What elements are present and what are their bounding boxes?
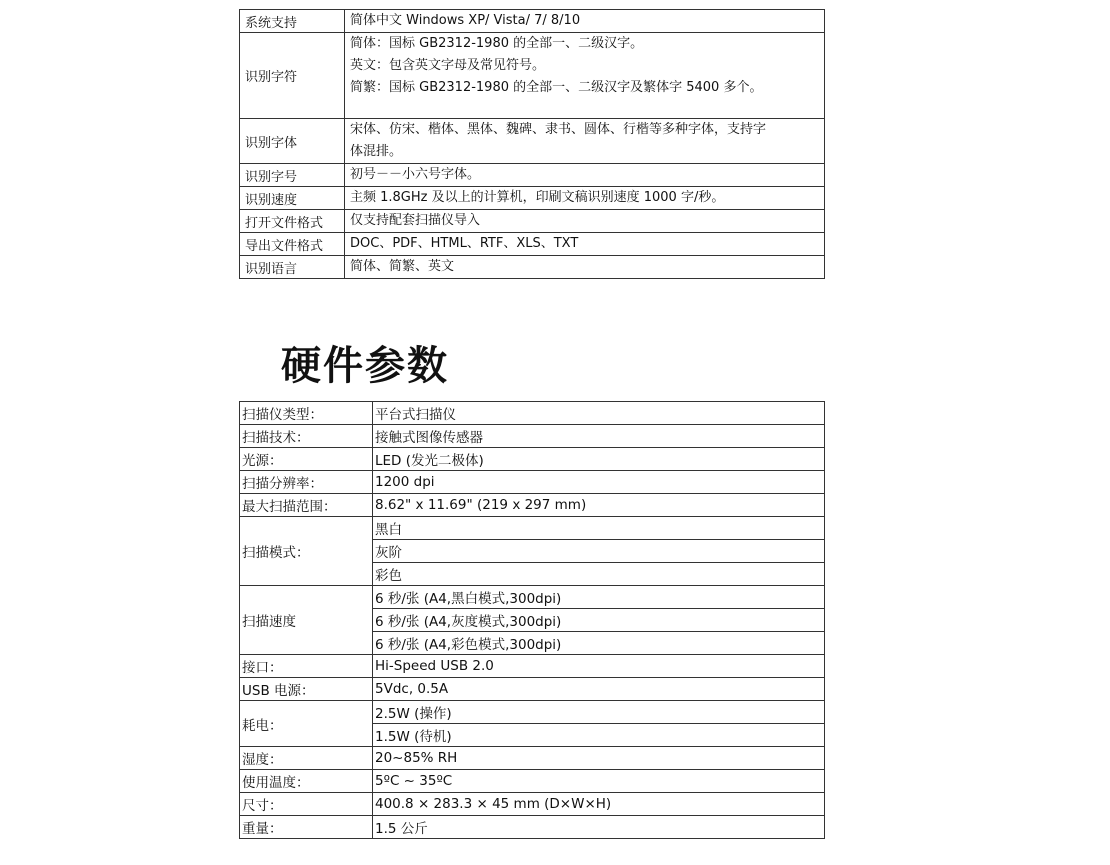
spec-key: 识别速度 [240,187,345,210]
spec-key: 识别语言 [240,256,345,279]
hw-spec-key: 扫描速度 [240,586,373,655]
hardware-spec-row [240,678,825,701]
software-spec-row [240,256,825,279]
hw-spec-value: 1.5W (待机) [373,724,825,747]
hardware-spec-row [240,402,825,425]
spec-key: 识别字号 [240,164,345,187]
hw-spec-key: 扫描分辨率： [240,471,373,494]
spec-value [345,210,825,233]
spec-key: 识别字体 [240,119,345,164]
hw-spec-value: 400.8 × 283.3 × 45 mm (D×W×H) [373,793,825,816]
spec-value-line: 初号－－小六号字体。 [350,167,481,182]
hardware-spec-row [240,494,825,517]
hardware-spec-row [240,471,825,494]
spec-value [345,187,825,210]
hw-spec-value: 20~85% RH [373,747,825,770]
hw-spec-key: 扫描模式： [240,517,373,586]
hw-spec-value: 灰阶 [373,540,825,563]
hardware-spec-row [240,517,825,540]
spec-key: 识别字符 [240,33,345,119]
hw-spec-value: Hi-Speed USB 2.0 [373,655,825,678]
hardware-section-title: 硬件参数 [281,343,449,389]
hw-spec-value: LED (发光二极体) [373,448,825,471]
spec-value-line: 简体中文 Windows XP/ Vista/ 7/ 8/10 [350,13,581,28]
hardware-spec-row [240,770,825,793]
hardware-spec-table [239,401,825,839]
spec-value [345,10,825,33]
hw-spec-value: 6 秒/张 (A4,黑白模式,300dpi) [373,586,825,609]
spec-value-line: 主频 1.8GHz 及以上的计算机，印刷文稿识别速度 1000 字/秒。 [350,190,725,205]
hardware-spec-row [240,701,825,724]
hw-spec-key: USB 电源： [240,678,373,701]
spec-value-line: 简繁：国标 GB2312-1980 的全部一、二级汉字及繁体字 5400 多个。 [350,80,763,95]
hw-spec-key: 扫描仪类型： [240,402,373,425]
hw-spec-key: 接口： [240,655,373,678]
spec-value-line: DOC、PDF、HTML、RTF、XLS、TXT [350,236,579,251]
hw-spec-key: 最大扫描范围： [240,494,373,517]
hardware-spec-row [240,793,825,816]
spec-value-line: 宋体、仿宋、楷体、黑体、魏碑、隶书、圆体、行楷等多种字体，支持字 [350,122,767,137]
software-spec-table [239,9,825,279]
software-spec-row [240,10,825,33]
spec-value-line: 仅支持配套扫描仪导入 [350,213,481,228]
spec-value-line: 简体：国标 GB2312-1980 的全部一、二级汉字。 [350,36,644,51]
hw-spec-value: 6 秒/张 (A4,彩色模式,300dpi) [373,632,825,655]
software-spec-row [240,187,825,210]
spec-value-line: 英文：包含英文字母及常见符号。 [350,58,546,73]
spec-key: 导出文件格式 [240,233,345,256]
spec-key: 系统支持 [240,10,345,33]
spec-key: 打开文件格式 [240,210,345,233]
hw-spec-key: 重量： [240,816,373,839]
hardware-spec-row [240,425,825,448]
hardware-spec-row [240,448,825,471]
hw-spec-key: 湿度： [240,747,373,770]
hw-spec-value: 8.62" x 11.69" (219 x 297 mm) [373,494,825,517]
hw-spec-key: 使用温度： [240,770,373,793]
hw-spec-value: 1.5 公斤 [373,816,825,839]
hw-spec-value: 2.5W (操作) [373,701,825,724]
hw-spec-key: 尺寸： [240,793,373,816]
spec-value [345,164,825,187]
software-spec-row [240,210,825,233]
hw-spec-value: 黑白 [373,517,825,540]
spec-value [345,256,825,279]
software-spec-row [240,233,825,256]
hardware-spec-row [240,655,825,678]
hw-spec-value: 6 秒/张 (A4,灰度模式,300dpi) [373,609,825,632]
hw-spec-key: 扫描技术： [240,425,373,448]
spec-value [345,233,825,256]
hardware-spec-row [240,747,825,770]
hw-spec-value: 彩色 [373,563,825,586]
hw-spec-value: 1200 dpi [373,471,825,494]
spec-value-line: 体混排。 [350,144,403,159]
hardware-spec-row [240,586,825,609]
hw-spec-value: 5Vdc, 0.5A [373,678,825,701]
hardware-spec-row [240,816,825,839]
software-spec-row [240,33,825,119]
hw-spec-value: 接触式图像传感器 [373,425,825,448]
software-spec-row [240,119,825,164]
spec-value-line: 简体、简繁、英文 [350,259,455,274]
hw-spec-value: 5ºC ~ 35ºC [373,770,825,793]
hw-spec-key: 耗电： [240,701,373,747]
hw-spec-key: 光源： [240,448,373,471]
software-spec-row [240,164,825,187]
spec-value [345,119,825,164]
spec-value [345,33,825,119]
hw-spec-value: 平台式扫描仪 [373,402,825,425]
